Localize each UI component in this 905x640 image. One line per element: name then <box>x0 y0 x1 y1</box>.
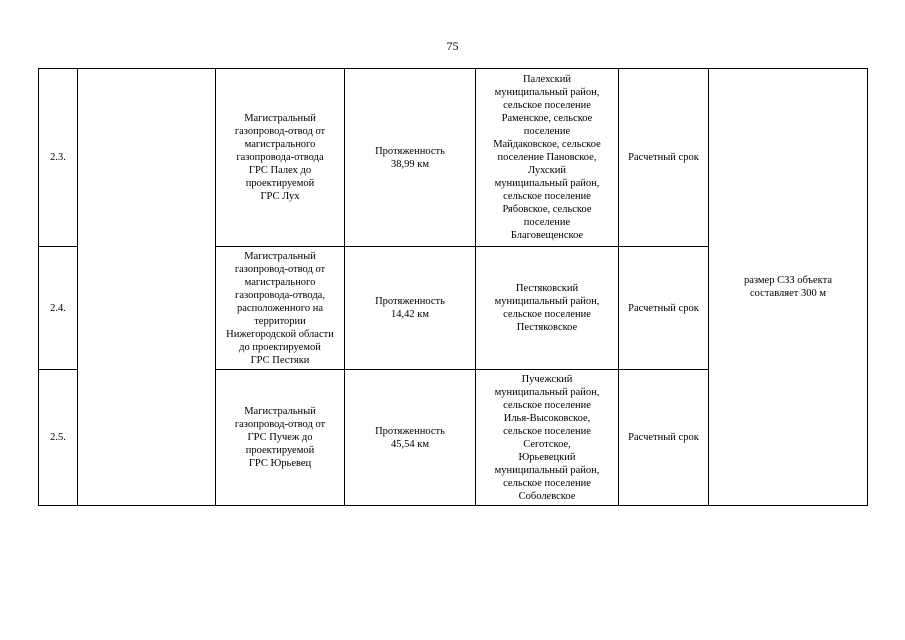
object-length: Протяженность 45,54 км <box>345 370 476 506</box>
row-number: 2.4. <box>39 247 78 370</box>
implementation-term: Расчетный срок <box>619 370 709 506</box>
objects-table <box>38 68 868 506</box>
row-number: 2.5. <box>39 370 78 506</box>
page-number: 75 <box>446 39 459 53</box>
object-name: Магистральный газопровод-отвод от ГРС Пучеж до проектируемой ГРС Юрьевец <box>216 370 345 506</box>
object-length: Протяженность 38,99 км <box>345 69 476 247</box>
object-location: Пучежский муниципальный район, сельское поселение Илья-Высоковское, сельское поселение Сеготское, Юрьевецкий муниципальный район, сельское поселение Соболевское <box>476 370 619 506</box>
object-length: Протяженность 14,42 км <box>345 247 476 370</box>
implementation-term: Расчетный срок <box>619 247 709 370</box>
object-name: Магистральный газопровод-отвод от магистрального газопровода-отвода ГРС Палех до проектируемой ГРС Лух <box>216 69 345 247</box>
sanitary-zone-note: размер СЗЗ объекта составляет 300 м <box>709 69 868 506</box>
implementation-term: Расчетный срок <box>619 69 709 247</box>
object-location: Пестяковский муниципальный район, сельское поселение Пестяковское <box>476 247 619 370</box>
object-location: Палехский муниципальный район, сельское поселение Раменское, сельское поселение Майдаковское, сельское поселение Пановское, Лухский муниципальный район, сельское поселение Рябовское, сельское поселение Благовещенское <box>476 69 619 247</box>
object-name: Магистральный газопровод-отвод от магистрального газопровода-отвода, расположенного на территории Нижегородской области до проектируемой ГРС Пестяки <box>216 247 345 370</box>
row-number: 2.3. <box>39 69 78 247</box>
empty-merged-cell <box>78 69 216 506</box>
table-row <box>39 69 868 247</box>
